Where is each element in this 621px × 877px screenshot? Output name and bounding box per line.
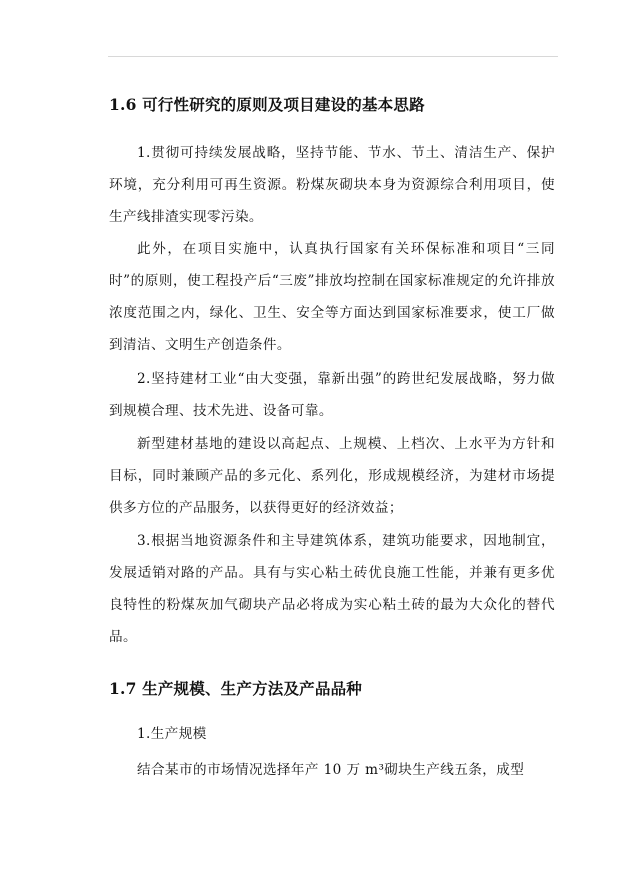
subheading-production-scale: 1.生产规模: [137, 726, 207, 742]
paragraph-principle-2: 2.坚持建材工业“由大变强，靠新出强”的跨世纪发展战略，努力做到规模合理、技术先进、设备可靠。: [109, 371, 555, 419]
paragraph-building-materials-base: 新型建材基地的建设以高起点、上规模、上档次、上水平为方针和目标，同时兼顾产品的多元化、系列化，形成规模经济，为建材市场提供多方位的产品服务，以获得更好的经济效益；: [109, 436, 555, 516]
section-heading-1-6: 1.6 可行性研究的原则及项目建设的基本思路: [109, 95, 425, 114]
header-rule: [108, 56, 558, 57]
paragraph-production-scale: 结合某市的市场情况选择年产 10 万 m³砌块生产线五条，成型: [137, 762, 525, 778]
section-heading-1-7: 1.7 生产规模、生产方法及产品品种: [109, 679, 362, 698]
paragraph-principle-3: 3.根据当地资源条件和主导建筑体系，建筑功能要求，因地制宜，发展适销对路的产品。具有与实心粘土砖优良施工性能，并兼有更多优良特性的粉煤灰加气砌块产品必将成为实心粘土砖的最为大众化的替代品。: [109, 533, 555, 645]
paragraph-principle-1: 1.贯彻可持续发展战略，坚持节能、节水、节土、清洁生产、保护环境，充分利用可再生资源。粉煤灰砌块本身为资源综合利用项目，使生产线排渣实现零污染。: [109, 145, 555, 225]
paragraph-environmental-protection: 此外，在项目实施中，认真执行国家有关环保标准和项目“三同时”的原则，使工程投产后“三废”排放均控制在国家标准规定的允许排放浓度范围之内，绿化、卫生、安全等方面达到国家标准要求，使工厂做到清洁、文明生产创造条件。: [109, 241, 555, 353]
